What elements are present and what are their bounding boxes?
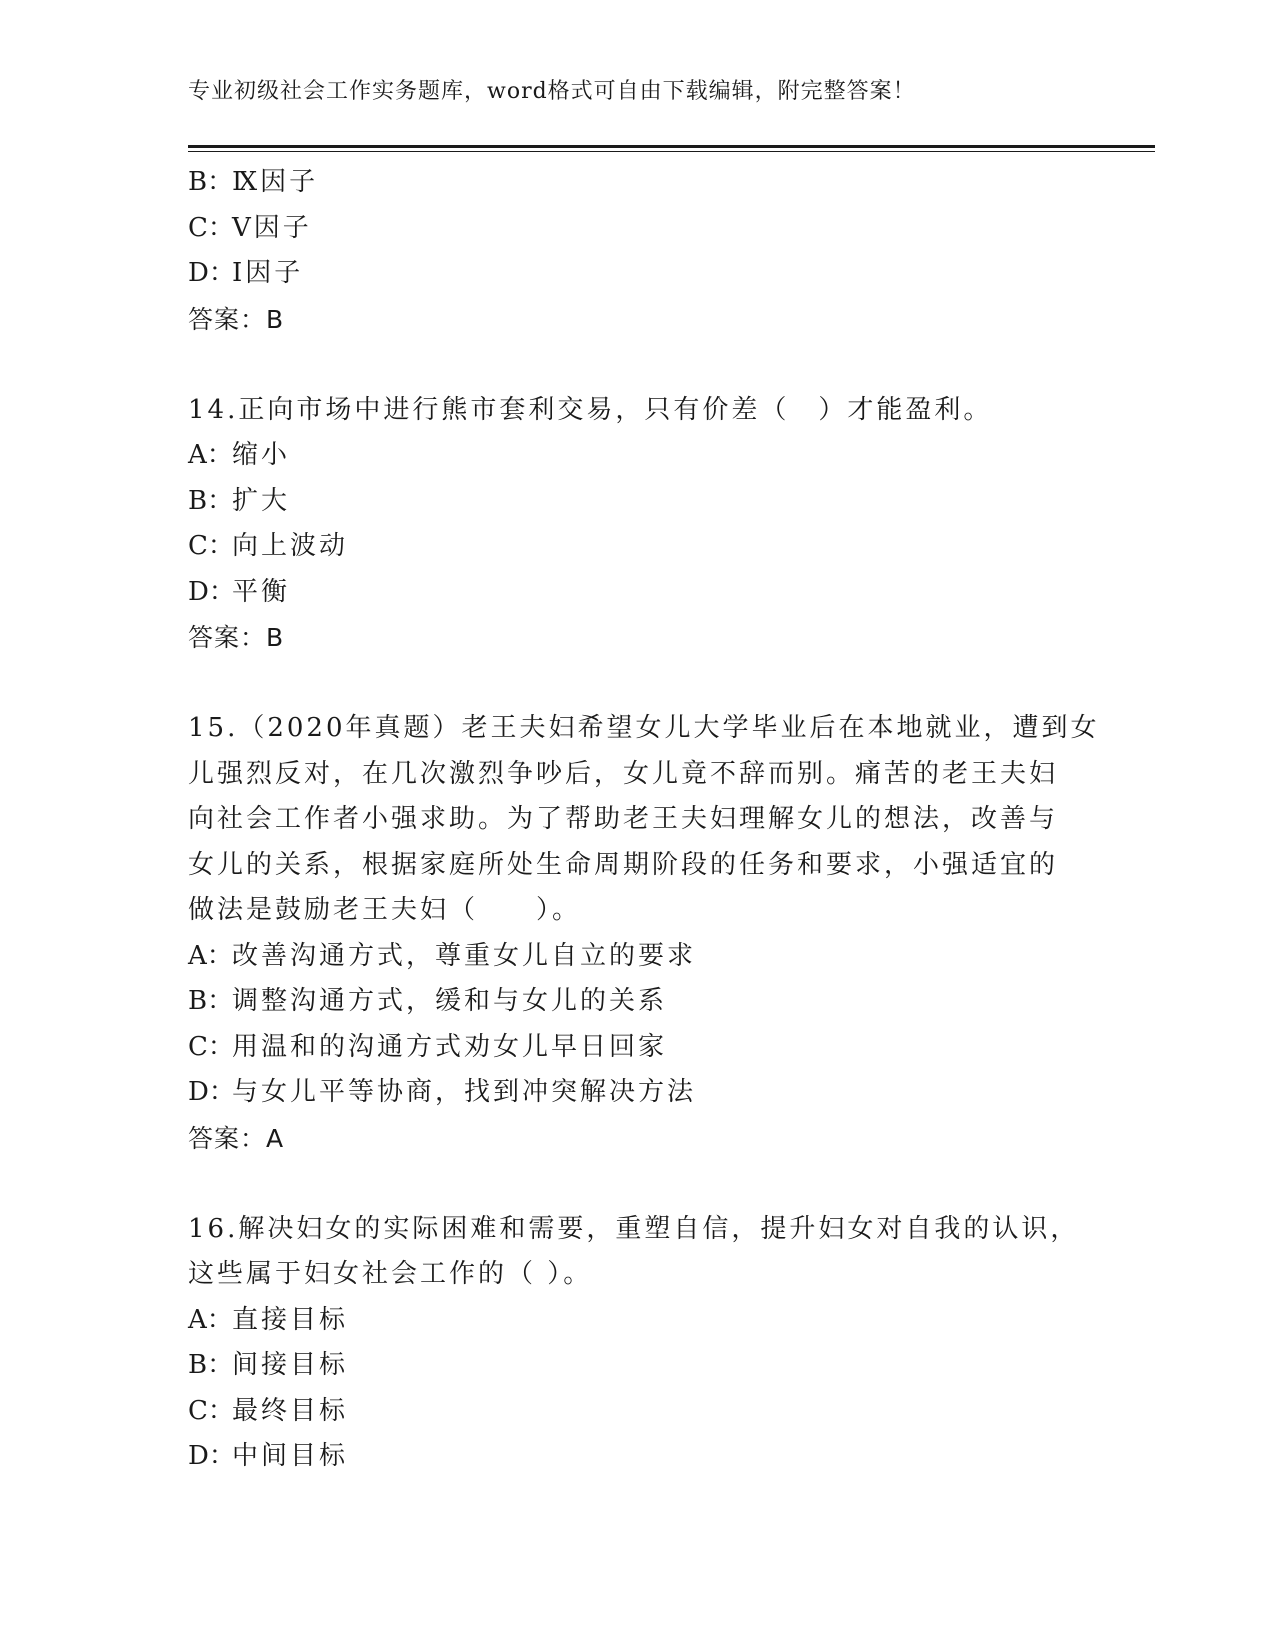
spacer [188, 661, 1088, 707]
option-b: B：间接目标 [188, 1350, 349, 1380]
header-rule-thin [188, 151, 1155, 152]
question-16 [188, 1207, 1088, 1480]
option-c: C：用温和的沟通方式劝女儿早日回家 [188, 1031, 668, 1062]
answer-line: 答案：B [188, 623, 285, 652]
option-c: C：最终目标 [188, 1395, 349, 1426]
question-stem-line: 14.正向市场中进行熊市套利交易，只有价差（ ）才能盈利。 [188, 394, 993, 425]
answer-line: 答案：A [188, 1123, 285, 1153]
question-15 [188, 706, 1100, 1161]
header-rule-thick [188, 145, 1155, 148]
option-b: B：扩大 [188, 485, 291, 516]
option-a: A：直接目标 [188, 1304, 349, 1335]
option-b: B：调整沟通方式，缓和与女儿的关系 [188, 986, 668, 1016]
option-c: C：Ⅴ因子 [188, 212, 312, 243]
option-c: C：向上波动 [188, 531, 349, 561]
option-d: D：Ⅰ因子 [188, 258, 304, 288]
question-13-continued [188, 160, 1088, 342]
question-14 [188, 388, 1088, 661]
question-stem-line: 做法是鼓励老王夫妇（ ）。 [188, 895, 582, 925]
question-stem-line: 15.（2020年真题）老王夫妇希望女儿大学毕业后在本地就业，遭到女 [188, 713, 1100, 743]
option-a: A：改善沟通方式，尊重女儿自立的要求 [188, 940, 697, 971]
spacer [188, 342, 1088, 388]
question-stem-line: 儿强烈反对，在几次激烈争吵后，女儿竟不辞而别。痛苦的老王夫妇 [188, 758, 1059, 789]
page-header: 专业初级社会工作实务题库，word格式可自由下载编辑，附完整答案！ [188, 79, 916, 104]
option-d: D：平衡 [188, 576, 291, 607]
option-a: A：缩小 [188, 440, 291, 470]
option-d: D：与女儿平等协商，找到冲突解决方法 [188, 1077, 697, 1107]
option-b: B：Ⅸ因子 [188, 167, 319, 197]
spacer [188, 1161, 1088, 1207]
option-d: D：中间目标 [188, 1441, 349, 1471]
question-stem-line: 16.解决妇女的实际困难和需要，重塑自信，提升妇女对自我的认识， [188, 1213, 1080, 1244]
question-stem-line: 这些属于妇女社会工作的（ ）。 [188, 1259, 593, 1289]
answer-line: 答案：B [188, 304, 285, 334]
question-content [188, 160, 1100, 1480]
question-stem-line: 女儿的关系，根据家庭所处生命周期阶段的任务和要求，小强适宜的 [188, 849, 1059, 880]
question-stem-line: 向社会工作者小强求助。为了帮助老王夫妇理解女儿的想法，改善与 [188, 804, 1059, 834]
